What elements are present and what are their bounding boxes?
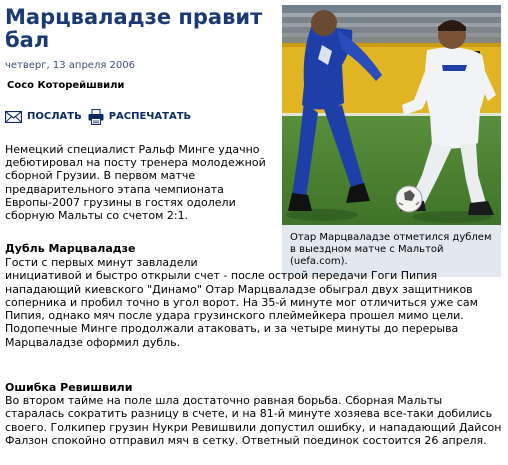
section-text-line: нападающий киевского "Динамо" Отар Марцваладзе обыграл двух защитников [5, 282, 473, 296]
section-heading: Ошибка Ревишвили [5, 381, 133, 394]
printer-icon [88, 109, 104, 125]
section-heading: Дубль Марцваладзе [5, 242, 136, 255]
section-text-line: инициативой и быстро открыли счет - после острой передачи Гоги Пипия [5, 269, 438, 283]
send-label: ПОСЛАТЬ [27, 111, 82, 122]
envelope-icon [5, 111, 22, 123]
article-lead: Немецкий специалист Ральф Минге удачно дебютировал на посту тренера молодежной сборной Грузии. В первом матче предварительного этапа чемпионата Европы-2007 грузины в гостях одолели сборную Мальты со счетом 2:1. [5, 143, 266, 223]
article-tools [5, 109, 197, 125]
section-text: Во втором тайме на поле шла достаточно равная борьба. Сборная Мальты старалась сократить разницу в счете, и на 81-й минуте хозяева все-таки добились своего. Голкипер грузин Нукри Ревишвили допустил ошибку, и нападающий Дайсон Фалзон спокойно отправил мяч в сетку. Ответный поединок состоится 26 апреля. [5, 394, 502, 447]
football-match-photo [282, 5, 501, 225]
article-title: Марцваладзе правит бал [5, 5, 263, 52]
print-button[interactable] [88, 109, 191, 125]
article-author: Сосо Которейшвили [7, 80, 125, 91]
section-text-line: Марцваладзе оформил дубль. [5, 335, 181, 349]
article-photo [282, 5, 501, 225]
section-text-line: Пипия, однако мяч после удара грузинского плеймейкера прошел мимо цели. [5, 309, 464, 323]
print-label: РАСПЕЧАТАТЬ [108, 111, 192, 122]
photo-caption: Отар Марцваладзе отметился дублем в выездном матче с Мальтой (uefa.com). [290, 232, 492, 267]
section-text-line: соперника и пробил точно в угол ворот. На 35-й минуте мог отличиться уже сам [5, 295, 478, 309]
section-text-line: Подопечные Минге продолжали атаковать, и за четыре минуты до перерыва [5, 322, 459, 336]
photo-box [282, 5, 501, 277]
send-button[interactable] [5, 111, 82, 123]
section-text [5, 256, 503, 349]
section-text-line: Гости с первых минут завладели [5, 256, 198, 269]
article-date: четверг, 13 апреля 2006 [5, 60, 135, 71]
